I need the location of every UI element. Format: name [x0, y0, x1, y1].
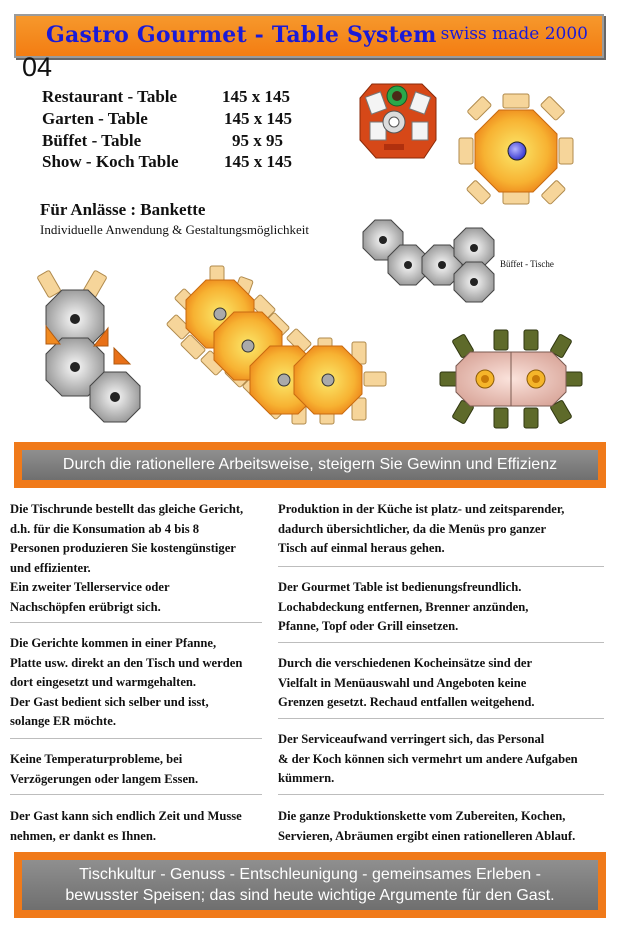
restaurant-table-illustration: [459, 94, 573, 205]
table-illustrations: [0, 0, 620, 440]
right-paragraph-5: Die ganze Produktionskette vom Zubereiten, Kochen, Servieren, Abräumen ergibt einen rationelleren Ablauf.: [278, 809, 576, 843]
slogan-bottom-text: [22, 860, 598, 910]
bankett-table-illustration: [440, 330, 582, 428]
left-divider-2: [10, 738, 262, 739]
banquet-table-illustration: [166, 266, 386, 424]
slogan-band-top: [14, 442, 606, 488]
spec-size-garten: 145 x 145: [224, 109, 292, 128]
right-paragraph-4: Der Serviceaufwand verringert sich, das Personal & der Koch können sich vermehrt um andere Aufgaben kümmern.: [278, 732, 578, 785]
right-paragraph-3: Durch die verschiedenen Kocheinsätze sind der Vielfalt in Menüauswahl und Angeboten keine Grenzen gesetzt. Rechaud entfallen weitgehend.: [278, 656, 535, 709]
buffet-label: Büffet - Tische: [500, 259, 554, 269]
spec-name-restaurant: Restaurant - Table: [42, 87, 178, 106]
spec-size-buffet: 95 x 95: [232, 131, 283, 150]
right-paragraph-1: Produktion in der Küche ist platz- und zeitsparender, dadurch übersichtlicher, da die Menüs pro ganzer Tisch auf einmal heraus gehen.: [278, 502, 565, 555]
show-table-illustration: [360, 84, 436, 158]
slogan-band-bottom: [14, 852, 606, 918]
spec-name-garten: Garten - Table: [42, 109, 148, 128]
slogan-bottom-line-1: Tischkultur - Genuss - Entschleunigung - gemeinsames Erleben -: [79, 866, 541, 883]
left-paragraph-3: Keine Temperaturprobleme, bei Verzögerungen oder langem Essen.: [10, 752, 199, 786]
right-divider-2: [278, 642, 604, 643]
garten-table-illustration: [37, 270, 140, 422]
occasion-title: Für Anlässe : Bankette: [40, 200, 206, 219]
header-title: Gastro Gourmet - Table System: [46, 22, 437, 48]
header-tagline: swiss made 2000: [440, 24, 588, 44]
spec-size-restaurant: 145 x 145: [222, 87, 290, 106]
left-paragraph-2: Die Gerichte kommen in einer Pfanne, Platte usw. direkt an den Tisch und werden dort eingesetzt und warmgehalten. Der Gast bedient sich selber und isst, solange ER möchte.: [10, 636, 243, 728]
spec-name-show: Show - Koch Table: [42, 152, 179, 171]
right-divider-3: [278, 718, 604, 719]
right-divider-4: [278, 794, 604, 795]
occasion-subtitle: Individuelle Anwendung & Gestaltungsmöglichkeit: [40, 222, 309, 237]
page-number: 04: [22, 52, 53, 82]
left-paragraph-4: Der Gast kann sich endlich Zeit und Musse nehmen, er dankt es Ihnen.: [10, 809, 242, 843]
right-divider-1: [278, 566, 604, 567]
spec-size-show: 145 x 145: [224, 152, 292, 171]
buffet-tables-illustration: [363, 220, 494, 302]
right-paragraph-2: Der Gourmet Table ist bedienungsfreundlich. Lochabdeckung entfernen, Brenner anzünden, Pfanne, Topf oder Grill einsetzen.: [278, 580, 529, 633]
slogan-bottom-line-2: bewusster Speisen; das sind heute wichtige Argumente für den Gast.: [65, 887, 555, 904]
left-paragraph-1: Die Tischrunde bestellt das gleiche Gericht, d.h. für die Konsumation ab 4 bis 8 Personen produzieren Sie kostengünstiger und effizienter. Ein zweiter Tellerservice oder Nachschöpfen erübrigt sich.: [10, 502, 244, 614]
spec-name-buffet: Büffet - Table: [42, 131, 142, 150]
slogan-top-text: Durch die rationellere Arbeitsweise, steigern Sie Gewinn und Effizienz: [22, 450, 598, 480]
left-divider-3: [10, 794, 262, 795]
left-divider-1: [10, 622, 262, 623]
